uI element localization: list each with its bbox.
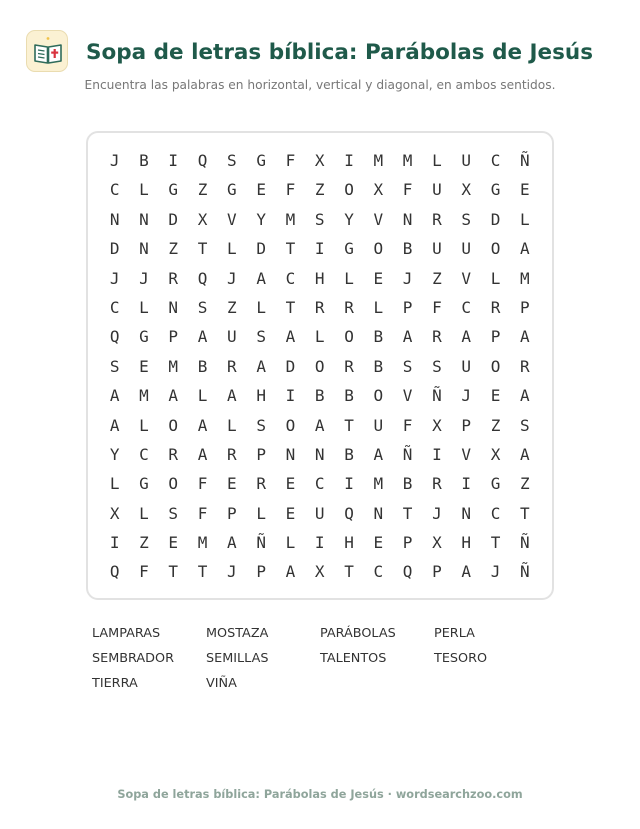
grid-cell: G <box>168 180 179 200</box>
grid-cell: J <box>432 503 442 523</box>
grid-cell: F <box>432 297 442 317</box>
grid-cell: C <box>139 444 149 464</box>
grid-cell: T <box>490 533 501 553</box>
grid-cell: O <box>285 415 296 435</box>
grid-cell: O <box>168 474 179 494</box>
grid-cell: L <box>109 474 120 494</box>
word-list-item: LAMPARAS <box>92 626 161 641</box>
grid-cell: M <box>402 151 413 170</box>
grid-cell: J <box>227 268 237 288</box>
grid-cell: A <box>402 327 413 347</box>
grid-cell: E <box>373 268 384 288</box>
grid-cell: O <box>344 180 354 200</box>
grid-cell: E <box>519 180 530 200</box>
grid-cell: F <box>197 503 208 523</box>
grid-cell: M <box>373 151 384 170</box>
grid-cell: S <box>314 209 325 229</box>
grid-cell: F <box>139 562 149 582</box>
grid-cell: G <box>490 180 501 200</box>
grid-cell: L <box>139 415 149 435</box>
grid-cell: X <box>314 562 325 582</box>
grid-cell: F <box>402 180 413 200</box>
grid-cell: Z <box>139 533 149 553</box>
grid-cell: C <box>373 562 384 582</box>
word-list <box>92 626 548 701</box>
grid-cell: C <box>490 151 501 170</box>
grid-cell: P <box>461 415 472 435</box>
grid-cell: X <box>373 180 384 200</box>
grid-cell: V <box>227 209 237 229</box>
grid-cell: N <box>402 209 413 229</box>
grid-cell: L <box>432 151 442 170</box>
grid-cell: T <box>519 503 530 523</box>
grid-cell: L <box>139 180 149 200</box>
word-list-item: TESORO <box>434 651 488 666</box>
grid-cell: Ñ <box>519 562 530 582</box>
grid-cell: M <box>519 268 530 288</box>
grid-cell: F <box>402 415 413 435</box>
grid-cell: T <box>285 239 296 259</box>
grid-cell: T <box>344 562 354 582</box>
grid-cell: Z <box>197 180 208 200</box>
grid-cell: S <box>109 356 120 376</box>
grid-cell: A <box>256 268 266 288</box>
grid-cell: U <box>432 239 442 259</box>
grid-cell: V <box>373 209 384 229</box>
grid-cell: Ñ <box>256 533 266 553</box>
grid-cell: R <box>168 444 179 464</box>
grid-cell: A <box>197 415 208 435</box>
grid-cell: A <box>519 327 530 347</box>
page-header <box>26 30 626 74</box>
grid-cell: L <box>519 209 530 229</box>
grid-cell: M <box>168 356 179 376</box>
instructions-text: Encuentra las palabras en horizontal, vertical y diagonal, en ambos sentidos. <box>84 78 556 92</box>
grid-cell: S <box>168 503 179 523</box>
grid-cell: A <box>519 444 530 464</box>
grid-cell: B <box>314 386 325 406</box>
grid-cell: I <box>314 239 325 259</box>
grid-cell: T <box>344 415 354 435</box>
grid-cell: F <box>285 151 296 170</box>
grid-cell: E <box>256 180 266 200</box>
grid-cell: M <box>373 474 384 494</box>
grid-cell: Ñ <box>519 151 530 170</box>
grid-cell: T <box>197 239 208 259</box>
grid-cell: M <box>139 386 149 406</box>
grid-cell: G <box>139 474 149 494</box>
grid-cell: I <box>314 533 325 553</box>
grid-cell: H <box>314 268 325 288</box>
grid-cell: O <box>344 327 354 347</box>
grid-cell: L <box>227 415 237 435</box>
grid-cell: C <box>109 297 120 317</box>
word-list-item: PARÁBOLAS <box>320 626 396 641</box>
grid-cell: O <box>490 239 501 259</box>
grid-cell: J <box>227 562 237 582</box>
grid-cell: R <box>227 444 237 464</box>
grid-cell: R <box>344 356 354 376</box>
grid-cell: A <box>461 562 472 582</box>
grid-cell: L <box>373 297 384 317</box>
grid-cell: L <box>227 239 237 259</box>
grid-cell: I <box>461 474 472 494</box>
grid-cell: R <box>432 474 442 494</box>
grid-cell: V <box>461 444 472 464</box>
grid-cell: P <box>256 562 266 582</box>
grid-cell: Ñ <box>432 386 442 406</box>
grid-cell: F <box>197 474 208 494</box>
grid-cell: B <box>344 386 354 406</box>
grid-cell: X <box>109 503 120 523</box>
page-footer: Sopa de letras bíblica: Parábolas de Jesús · wordsearchzoo.com <box>117 788 523 801</box>
word-list-item: MOSTAZA <box>206 626 269 641</box>
grid-cell: E <box>285 503 296 523</box>
grid-cell: J <box>139 268 149 288</box>
word-list-item: SEMILLAS <box>206 651 269 666</box>
grid-cell: J <box>109 268 120 288</box>
word-list-item: TIERRA <box>92 676 138 691</box>
grid-cell: R <box>168 268 179 288</box>
grid-cell: E <box>139 356 149 376</box>
grid-cell: U <box>461 239 472 259</box>
grid-cell: E <box>490 386 501 406</box>
grid-cell: C <box>285 268 296 288</box>
grid-cell: Ñ <box>519 533 530 553</box>
grid-cell: T <box>168 562 179 582</box>
letter-grid <box>100 146 539 587</box>
grid-cell: X <box>314 151 325 170</box>
page-title: Sopa de letras bíblica: Parábolas de Jesús <box>86 40 594 65</box>
grid-cell: H <box>344 533 354 553</box>
grid-cell: B <box>402 474 413 494</box>
grid-cell: J <box>461 386 472 406</box>
grid-cell: I <box>285 386 296 406</box>
grid-cell: B <box>139 151 149 170</box>
grid-cell: C <box>314 474 325 494</box>
grid-cell: A <box>314 415 325 435</box>
grid-cell: S <box>432 356 442 376</box>
grid-cell: N <box>109 209 120 229</box>
grid-cell: A <box>227 386 237 406</box>
grid-cell: O <box>373 386 384 406</box>
grid-cell: U <box>227 327 237 347</box>
grid-cell: A <box>197 444 208 464</box>
grid-cell: A <box>256 356 266 376</box>
grid-cell: D <box>490 209 501 229</box>
grid-cell: Z <box>168 239 179 259</box>
grid-cell: X <box>197 209 208 229</box>
grid-cell: N <box>461 503 472 523</box>
grid-cell: A <box>461 327 472 347</box>
grid-cell: A <box>197 327 208 347</box>
grid-cell: B <box>197 356 208 376</box>
grid-cell: G <box>227 180 237 200</box>
grid-cell: I <box>344 151 354 170</box>
grid-cell: S <box>197 297 208 317</box>
grid-cell: R <box>227 356 237 376</box>
grid-cell: U <box>373 415 384 435</box>
grid-cell: Y <box>109 444 120 464</box>
grid-cell: F <box>285 180 296 200</box>
grid-cell: L <box>139 297 149 317</box>
grid-cell: C <box>490 503 501 523</box>
bible-book-icon <box>26 30 68 72</box>
grid-cell: G <box>344 239 354 259</box>
grid-cell: N <box>314 444 325 464</box>
grid-cell: S <box>227 151 237 170</box>
grid-cell: T <box>285 297 296 317</box>
grid-cell: L <box>256 503 266 523</box>
grid-cell: L <box>285 533 296 553</box>
grid-cell: J <box>109 151 120 170</box>
grid-cell: N <box>139 209 149 229</box>
grid-cell: A <box>109 415 120 435</box>
grid-cell: I <box>344 474 354 494</box>
grid-cell: R <box>432 327 442 347</box>
grid-cell: B <box>344 444 354 464</box>
grid-cell: S <box>256 327 266 347</box>
grid-cell: Q <box>402 562 413 582</box>
grid-cell: Q <box>344 503 354 523</box>
grid-cell: R <box>490 297 501 317</box>
grid-cell: Z <box>432 268 442 288</box>
grid-cell: A <box>285 562 296 582</box>
grid-cell: G <box>490 474 501 494</box>
grid-cell: I <box>168 151 179 170</box>
grid-cell: V <box>461 268 472 288</box>
grid-cell: P <box>256 444 266 464</box>
grid-cell: Q <box>197 151 208 170</box>
grid-cell: U <box>314 503 325 523</box>
grid-cell: U <box>461 151 472 170</box>
grid-cell: A <box>519 239 530 259</box>
grid-cell: S <box>519 415 530 435</box>
grid-cell: U <box>432 180 442 200</box>
grid-cell: A <box>168 386 179 406</box>
grid-cell: Y <box>256 209 266 229</box>
grid-cell: X <box>490 444 501 464</box>
grid-cell: A <box>285 327 296 347</box>
grid-cell: G <box>139 327 149 347</box>
grid-cell: E <box>285 474 296 494</box>
grid-cell: N <box>168 297 179 317</box>
grid-cell: B <box>373 356 384 376</box>
grid-cell: P <box>402 533 413 553</box>
grid-cell: I <box>109 533 120 553</box>
grid-cell: J <box>490 562 501 582</box>
grid-cell: N <box>285 444 296 464</box>
grid-cell: L <box>490 268 501 288</box>
grid-cell: C <box>109 180 120 200</box>
grid-cell: R <box>344 297 354 317</box>
grid-cell: X <box>432 415 442 435</box>
grid-cell: P <box>402 297 413 317</box>
grid-cell: P <box>490 327 501 347</box>
grid-cell: P <box>519 297 530 317</box>
grid-cell: Q <box>197 268 208 288</box>
grid-cell: Z <box>227 297 237 317</box>
grid-cell: R <box>432 209 442 229</box>
grid-cell: E <box>227 474 237 494</box>
grid-cell: L <box>314 327 325 347</box>
grid-cell: D <box>109 239 120 259</box>
grid-cell: R <box>519 356 530 376</box>
word-list-item: SEMBRADOR <box>92 651 174 666</box>
grid-cell: A <box>227 533 237 553</box>
grid-cell: S <box>461 209 472 229</box>
grid-cell: Ñ <box>402 444 413 464</box>
grid-cell: L <box>256 297 266 317</box>
grid-cell: M <box>197 533 208 553</box>
grid-cell: G <box>256 151 266 170</box>
grid-cell: I <box>432 444 442 464</box>
grid-cell: Q <box>109 327 120 347</box>
grid-cell: T <box>197 562 208 582</box>
grid-cell: N <box>373 503 384 523</box>
grid-cell: X <box>461 180 472 200</box>
grid-cell: A <box>519 386 530 406</box>
grid-cell: V <box>402 386 413 406</box>
grid-cell: O <box>490 356 501 376</box>
grid-cell: D <box>256 239 266 259</box>
grid-cell: N <box>139 239 149 259</box>
grid-cell: O <box>373 239 384 259</box>
grid-cell: R <box>314 297 325 317</box>
word-list-item: PERLA <box>434 626 475 641</box>
grid-cell: L <box>197 386 208 406</box>
grid-cell: Z <box>490 415 501 435</box>
grid-cell: S <box>402 356 413 376</box>
grid-cell: X <box>432 533 442 553</box>
grid-cell: P <box>227 503 237 523</box>
grid-cell: L <box>139 503 149 523</box>
grid-cell: E <box>373 533 384 553</box>
grid-cell: J <box>402 268 413 288</box>
grid-cell: Z <box>314 180 325 200</box>
grid-cell: L <box>344 268 354 288</box>
grid-cell: A <box>373 444 384 464</box>
grid-cell: Y <box>344 209 354 229</box>
grid-cell: D <box>285 356 296 376</box>
grid-cell: B <box>402 239 413 259</box>
grid-cell: A <box>109 386 120 406</box>
grid-cell: H <box>256 386 266 406</box>
grid-cell: D <box>168 209 179 229</box>
grid-cell: B <box>373 327 384 347</box>
word-list-item: TALENTOS <box>320 651 387 666</box>
grid-cell: U <box>461 356 472 376</box>
word-list-item: VIÑA <box>206 676 237 691</box>
grid-cell: Z <box>519 474 530 494</box>
grid-cell: H <box>461 533 472 553</box>
grid-cell: C <box>461 297 472 317</box>
grid-cell: O <box>314 356 325 376</box>
grid-cell: P <box>168 327 179 347</box>
grid-cell: T <box>402 503 413 523</box>
grid-cell: M <box>285 209 296 229</box>
grid-cell: Q <box>109 562 120 582</box>
grid-cell: E <box>168 533 179 553</box>
grid-cell: R <box>256 474 266 494</box>
grid-cell: S <box>256 415 266 435</box>
grid-cell: O <box>168 415 179 435</box>
grid-cell: P <box>432 562 442 582</box>
